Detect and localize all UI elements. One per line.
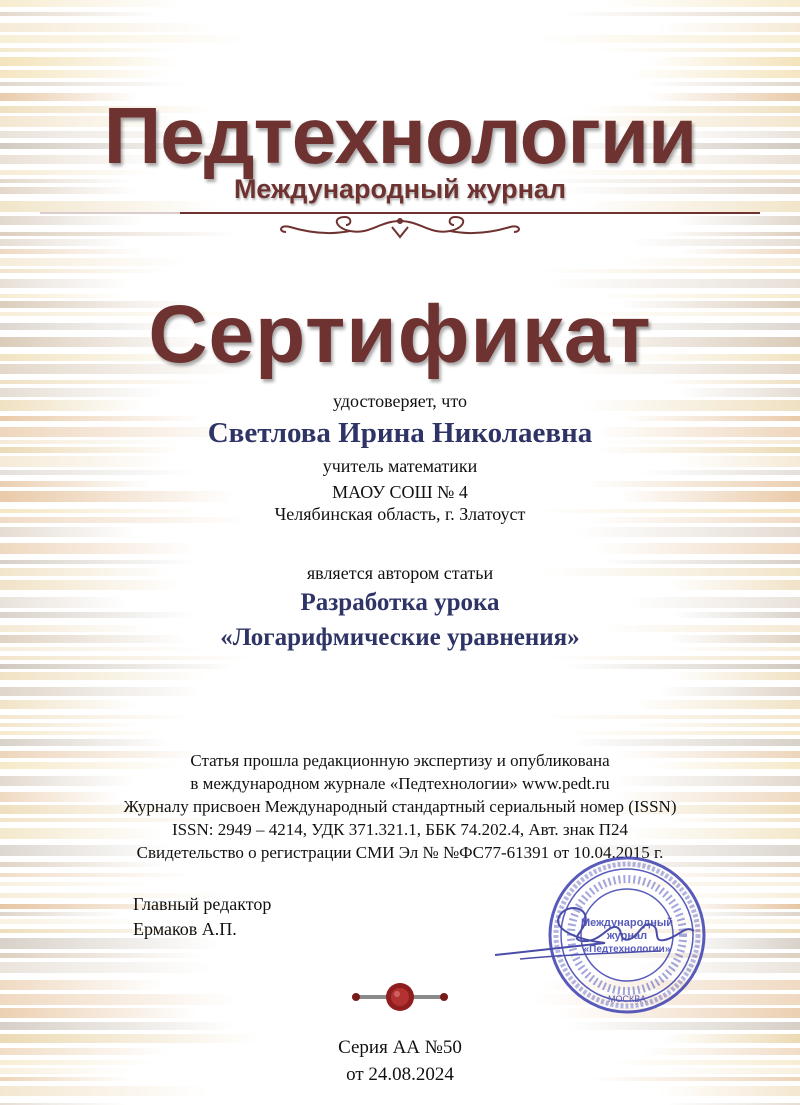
publication-line5: Свидетельство о регистрации СМИ Эл № №ФС77-61391 от 10.04.2015 г. (136, 843, 664, 862)
stamp-center-line1: Международный (580, 917, 674, 929)
editor-role: Главный редактор (133, 894, 272, 914)
publication-line4: ISSN: 2949 – 4214, УДК 371.321.1, ББК 74.202.4, Авт. знак П24 (171, 820, 629, 839)
series-number: Серия АА №50 (338, 1037, 462, 1058)
certifies-text: удостоверяет, что (333, 391, 467, 411)
issue-date: от 24.08.2024 (346, 1064, 454, 1085)
journal-subtitle: Международный журнал (233, 174, 567, 204)
editor-name: Ермаков А.П. (133, 919, 237, 939)
publication-line3: Журналу присвоен Международный стандартный сериальный номер (ISSN) (123, 797, 677, 816)
recipient-location: Челябинская область, г. Златоуст (274, 504, 526, 524)
article-title-line1: Разработка урока (300, 589, 500, 616)
ornament-divider-icon (40, 205, 760, 245)
stamp-seal (490, 855, 720, 1025)
stamp-center-line3: «Педтехнологии» (583, 944, 671, 955)
stamp-center-line2: журнал (606, 930, 648, 942)
recipient-school: МАОУ СОШ № 4 (332, 482, 468, 502)
certificate-title: Сертификат (148, 289, 652, 380)
publication-line2: в международном журнале «Педтехнологии» www.pedt.ru (190, 774, 610, 793)
wax-seal-icon (350, 980, 450, 1014)
article-title-line2: «Логарифмические уравнения» (220, 624, 580, 651)
stamp-bottom-text: МОСКВА (608, 994, 646, 1004)
journal-title: Педтехнологии (103, 91, 697, 180)
publication-line1: Статья прошла редакционную экспертизу и опубликована (190, 751, 610, 770)
recipient-position: учитель математики (322, 456, 478, 476)
recipient-name: Светлова Ирина Николаевна (207, 417, 593, 449)
author-of-text: является автором статьи (306, 563, 494, 583)
